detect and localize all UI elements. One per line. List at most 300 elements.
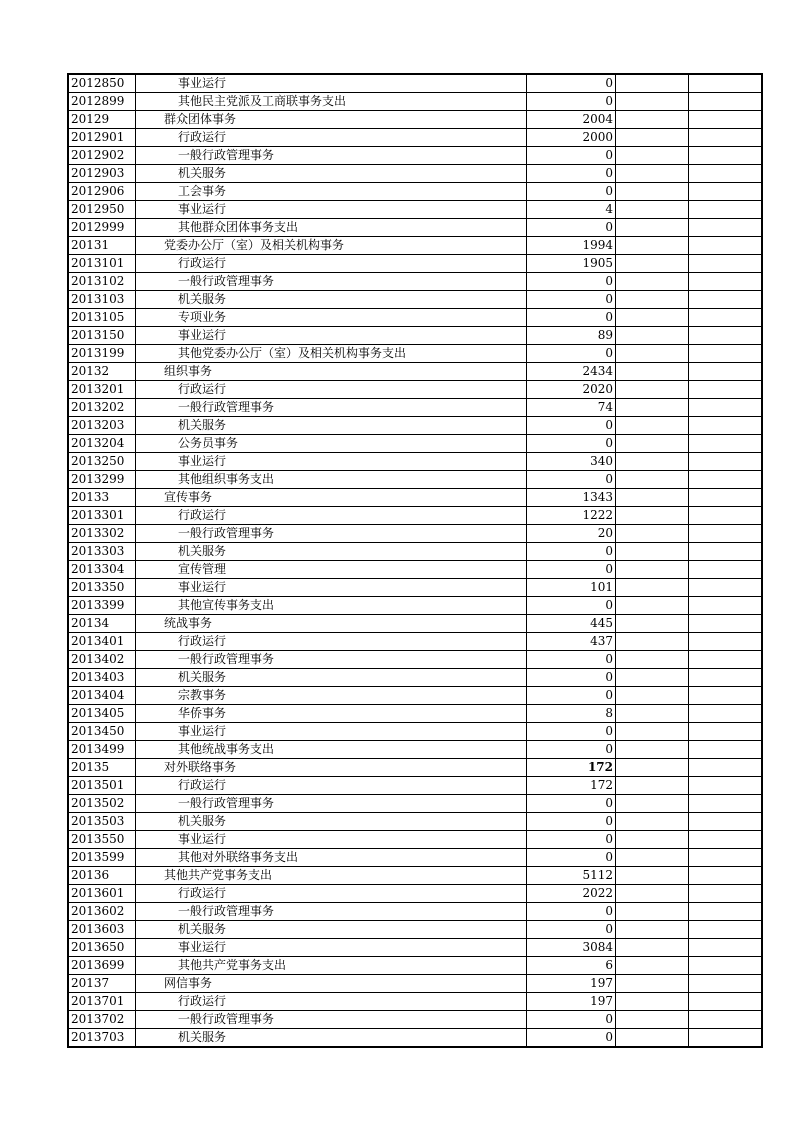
- empty-cell: [689, 975, 763, 993]
- table-row: [68, 849, 762, 867]
- empty-cell: [689, 435, 763, 453]
- empty-cell: [616, 597, 689, 615]
- account-name-cell: 一般行政管理事务: [136, 1011, 527, 1029]
- table-row: [68, 759, 762, 777]
- empty-cell: [689, 399, 763, 417]
- empty-cell: [689, 345, 763, 363]
- account-code-cell: 2013699: [68, 957, 136, 975]
- empty-cell: [689, 579, 763, 597]
- amount-cell: 5112: [527, 867, 616, 885]
- amount-cell: 8: [527, 705, 616, 723]
- table-row: [68, 399, 762, 417]
- empty-cell: [616, 471, 689, 489]
- amount-cell: 101: [527, 579, 616, 597]
- account-code-cell: 2012999: [68, 219, 136, 237]
- account-code-cell: 2013501: [68, 777, 136, 795]
- empty-cell: [616, 273, 689, 291]
- empty-cell: [616, 651, 689, 669]
- account-code-cell: 2013101: [68, 255, 136, 273]
- empty-cell: [616, 93, 689, 111]
- account-name-cell: 事业运行: [136, 579, 527, 597]
- account-name-cell: 其他统战事务支出: [136, 741, 527, 759]
- account-code-cell: 2013603: [68, 921, 136, 939]
- amount-cell: 6: [527, 957, 616, 975]
- empty-cell: [616, 849, 689, 867]
- empty-cell: [689, 957, 763, 975]
- account-name-cell: 其他共产党事务支出: [136, 957, 527, 975]
- amount-cell: 1994: [527, 237, 616, 255]
- account-code-cell: 2013404: [68, 687, 136, 705]
- account-name-cell: 对外联络事务: [136, 759, 527, 777]
- account-name-cell: 其他组织事务支出: [136, 471, 527, 489]
- account-name-cell: 一般行政管理事务: [136, 525, 527, 543]
- table-row: [68, 237, 762, 255]
- amount-cell: 0: [527, 309, 616, 327]
- amount-cell: 172: [527, 777, 616, 795]
- table-row: [68, 957, 762, 975]
- account-code-cell: 2013550: [68, 831, 136, 849]
- empty-cell: [616, 633, 689, 651]
- amount-cell: 0: [527, 219, 616, 237]
- account-name-cell: 公务员事务: [136, 435, 527, 453]
- account-code-cell: 2012901: [68, 129, 136, 147]
- table-row: [68, 651, 762, 669]
- empty-cell: [689, 291, 763, 309]
- amount-cell: 0: [527, 1011, 616, 1029]
- table-row: [68, 723, 762, 741]
- account-name-cell: 机关服务: [136, 291, 527, 309]
- account-name-cell: 事业运行: [136, 201, 527, 219]
- account-code-cell: 20136: [68, 867, 136, 885]
- account-name-cell: 一般行政管理事务: [136, 651, 527, 669]
- table-row: [68, 417, 762, 435]
- empty-cell: [689, 93, 763, 111]
- table-row: [68, 1029, 762, 1048]
- empty-cell: [616, 453, 689, 471]
- amount-cell: 0: [527, 165, 616, 183]
- empty-cell: [689, 633, 763, 651]
- account-name-cell: 机关服务: [136, 813, 527, 831]
- empty-cell: [616, 183, 689, 201]
- table-row: [68, 777, 762, 795]
- account-code-cell: 2012850: [68, 74, 136, 93]
- amount-cell: 437: [527, 633, 616, 651]
- empty-cell: [689, 129, 763, 147]
- account-code-cell: 2013299: [68, 471, 136, 489]
- account-code-cell: 2013502: [68, 795, 136, 813]
- amount-cell: 0: [527, 291, 616, 309]
- empty-cell: [616, 165, 689, 183]
- table-row: [68, 309, 762, 327]
- amount-cell: 0: [527, 273, 616, 291]
- amount-cell: 0: [527, 813, 616, 831]
- table-row: [68, 165, 762, 183]
- account-name-cell: 行政运行: [136, 381, 527, 399]
- account-name-cell: 宣传事务: [136, 489, 527, 507]
- account-name-cell: 行政运行: [136, 993, 527, 1011]
- amount-cell: 0: [527, 741, 616, 759]
- account-name-cell: 一般行政管理事务: [136, 795, 527, 813]
- amount-cell: 172: [527, 759, 616, 777]
- account-code-cell: 20133: [68, 489, 136, 507]
- account-name-cell: 统战事务: [136, 615, 527, 633]
- account-code-cell: 20131: [68, 237, 136, 255]
- account-code-cell: 2013703: [68, 1029, 136, 1048]
- empty-cell: [689, 849, 763, 867]
- amount-cell: 2434: [527, 363, 616, 381]
- table-row: [68, 597, 762, 615]
- empty-cell: [689, 219, 763, 237]
- empty-cell: [616, 129, 689, 147]
- account-name-cell: 华侨事务: [136, 705, 527, 723]
- table-row: [68, 543, 762, 561]
- account-name-cell: 一般行政管理事务: [136, 903, 527, 921]
- empty-cell: [616, 687, 689, 705]
- amount-cell: 197: [527, 975, 616, 993]
- empty-cell: [616, 669, 689, 687]
- account-code-cell: 2013701: [68, 993, 136, 1011]
- empty-cell: [689, 651, 763, 669]
- table-row: [68, 345, 762, 363]
- account-name-cell: 宗教事务: [136, 687, 527, 705]
- empty-cell: [616, 309, 689, 327]
- table-row: [68, 111, 762, 129]
- amount-cell: 445: [527, 615, 616, 633]
- empty-cell: [689, 993, 763, 1011]
- account-name-cell: 其他宣传事务支出: [136, 597, 527, 615]
- account-code-cell: 2013601: [68, 885, 136, 903]
- account-code-cell: 2012906: [68, 183, 136, 201]
- table-row: [68, 129, 762, 147]
- table-row: [68, 633, 762, 651]
- account-name-cell: 事业运行: [136, 327, 527, 345]
- account-code-cell: 2013450: [68, 723, 136, 741]
- account-name-cell: 群众团体事务: [136, 111, 527, 129]
- account-code-cell: 2013202: [68, 399, 136, 417]
- account-code-cell: 2013350: [68, 579, 136, 597]
- amount-cell: 2022: [527, 885, 616, 903]
- account-code-cell: 2013105: [68, 309, 136, 327]
- account-code-cell: 2012903: [68, 165, 136, 183]
- account-name-cell: 工会事务: [136, 183, 527, 201]
- empty-cell: [689, 489, 763, 507]
- account-code-cell: 2013303: [68, 543, 136, 561]
- table-row: [68, 921, 762, 939]
- amount-cell: 0: [527, 687, 616, 705]
- empty-cell: [689, 741, 763, 759]
- amount-cell: 0: [527, 723, 616, 741]
- empty-cell: [689, 74, 763, 93]
- empty-cell: [689, 255, 763, 273]
- amount-cell: 0: [527, 93, 616, 111]
- empty-cell: [689, 561, 763, 579]
- account-name-cell: 其他对外联络事务支出: [136, 849, 527, 867]
- empty-cell: [616, 507, 689, 525]
- account-name-cell: 事业运行: [136, 74, 527, 93]
- empty-cell: [616, 201, 689, 219]
- empty-cell: [616, 237, 689, 255]
- empty-cell: [689, 597, 763, 615]
- account-code-cell: 2013402: [68, 651, 136, 669]
- amount-cell: 340: [527, 453, 616, 471]
- amount-cell: 4: [527, 201, 616, 219]
- account-code-cell: 20132: [68, 363, 136, 381]
- table-row: [68, 147, 762, 165]
- empty-cell: [689, 165, 763, 183]
- empty-cell: [689, 705, 763, 723]
- table-row: [68, 435, 762, 453]
- budget-table: [67, 73, 763, 1048]
- account-name-cell: 一般行政管理事务: [136, 399, 527, 417]
- account-name-cell: 事业运行: [136, 453, 527, 471]
- empty-cell: [616, 831, 689, 849]
- account-name-cell: 事业运行: [136, 831, 527, 849]
- table-row: [68, 561, 762, 579]
- account-code-cell: 20137: [68, 975, 136, 993]
- account-name-cell: 机关服务: [136, 543, 527, 561]
- amount-cell: 0: [527, 345, 616, 363]
- empty-cell: [689, 1011, 763, 1029]
- empty-cell: [689, 273, 763, 291]
- amount-cell: 0: [527, 147, 616, 165]
- empty-cell: [689, 939, 763, 957]
- empty-cell: [616, 903, 689, 921]
- table-row: [68, 903, 762, 921]
- account-name-cell: 机关服务: [136, 165, 527, 183]
- empty-cell: [616, 291, 689, 309]
- account-name-cell: 行政运行: [136, 129, 527, 147]
- empty-cell: [616, 705, 689, 723]
- account-code-cell: 2012899: [68, 93, 136, 111]
- table-row: [68, 669, 762, 687]
- account-code-cell: 20129: [68, 111, 136, 129]
- empty-cell: [616, 741, 689, 759]
- empty-cell: [689, 777, 763, 795]
- empty-cell: [616, 867, 689, 885]
- account-code-cell: 2013250: [68, 453, 136, 471]
- amount-cell: 0: [527, 183, 616, 201]
- amount-cell: 89: [527, 327, 616, 345]
- amount-cell: 0: [527, 1029, 616, 1048]
- account-code-cell: 2013204: [68, 435, 136, 453]
- empty-cell: [616, 615, 689, 633]
- account-name-cell: 党委办公厅（室）及相关机构事务: [136, 237, 527, 255]
- table-row: [68, 183, 762, 201]
- empty-cell: [689, 309, 763, 327]
- account-name-cell: 事业运行: [136, 723, 527, 741]
- table-row: [68, 813, 762, 831]
- empty-cell: [689, 237, 763, 255]
- empty-cell: [689, 615, 763, 633]
- empty-cell: [689, 867, 763, 885]
- empty-cell: [689, 201, 763, 219]
- empty-cell: [689, 453, 763, 471]
- table-row: [68, 363, 762, 381]
- empty-cell: [689, 1029, 763, 1048]
- table-row: [68, 687, 762, 705]
- table-body: [68, 74, 762, 1047]
- empty-cell: [616, 489, 689, 507]
- account-name-cell: 专项业务: [136, 309, 527, 327]
- amount-cell: 2020: [527, 381, 616, 399]
- table-row: [68, 975, 762, 993]
- empty-cell: [616, 813, 689, 831]
- empty-cell: [616, 759, 689, 777]
- table-row: [68, 219, 762, 237]
- amount-cell: 0: [527, 903, 616, 921]
- account-name-cell: 其他群众团体事务支出: [136, 219, 527, 237]
- table-row: [68, 705, 762, 723]
- amount-cell: 0: [527, 795, 616, 813]
- account-code-cell: 20135: [68, 759, 136, 777]
- account-code-cell: 2013401: [68, 633, 136, 651]
- account-name-cell: 机关服务: [136, 669, 527, 687]
- empty-cell: [689, 363, 763, 381]
- table-row: [68, 939, 762, 957]
- empty-cell: [616, 795, 689, 813]
- empty-cell: [689, 543, 763, 561]
- empty-cell: [616, 543, 689, 561]
- empty-cell: [689, 111, 763, 129]
- empty-cell: [616, 939, 689, 957]
- account-name-cell: 网信事务: [136, 975, 527, 993]
- table-row: [68, 201, 762, 219]
- account-code-cell: 2013599: [68, 849, 136, 867]
- account-code-cell: 2012902: [68, 147, 136, 165]
- account-name-cell: 机关服务: [136, 1029, 527, 1048]
- account-code-cell: 2013304: [68, 561, 136, 579]
- table-row: [68, 273, 762, 291]
- account-name-cell: 其他民主党派及工商联事务支出: [136, 93, 527, 111]
- account-code-cell: 2013405: [68, 705, 136, 723]
- table-row: [68, 471, 762, 489]
- amount-cell: 0: [527, 417, 616, 435]
- empty-cell: [616, 111, 689, 129]
- amount-cell: 0: [527, 435, 616, 453]
- amount-cell: 0: [527, 597, 616, 615]
- account-code-cell: 2013103: [68, 291, 136, 309]
- account-code-cell: 20134: [68, 615, 136, 633]
- empty-cell: [616, 525, 689, 543]
- account-name-cell: 组织事务: [136, 363, 527, 381]
- empty-cell: [689, 471, 763, 489]
- empty-cell: [689, 417, 763, 435]
- empty-cell: [689, 885, 763, 903]
- account-name-cell: 一般行政管理事务: [136, 273, 527, 291]
- table-row: [68, 885, 762, 903]
- empty-cell: [616, 219, 689, 237]
- amount-cell: 0: [527, 561, 616, 579]
- empty-cell: [616, 885, 689, 903]
- empty-cell: [616, 993, 689, 1011]
- empty-cell: [689, 795, 763, 813]
- table-row: [68, 381, 762, 399]
- empty-cell: [689, 327, 763, 345]
- empty-cell: [616, 255, 689, 273]
- account-code-cell: 2013399: [68, 597, 136, 615]
- empty-cell: [616, 1029, 689, 1048]
- empty-cell: [689, 183, 763, 201]
- amount-cell: 0: [527, 471, 616, 489]
- empty-cell: [689, 813, 763, 831]
- account-name-cell: 行政运行: [136, 777, 527, 795]
- account-code-cell: 2013702: [68, 1011, 136, 1029]
- table-row: [68, 741, 762, 759]
- table-row: [68, 831, 762, 849]
- account-name-cell: 行政运行: [136, 633, 527, 651]
- amount-cell: 2004: [527, 111, 616, 129]
- empty-cell: [689, 525, 763, 543]
- empty-cell: [689, 147, 763, 165]
- account-name-cell: 一般行政管理事务: [136, 147, 527, 165]
- amount-cell: 2000: [527, 129, 616, 147]
- table-row: [68, 489, 762, 507]
- amount-cell: 74: [527, 399, 616, 417]
- empty-cell: [689, 831, 763, 849]
- table-row: [68, 579, 762, 597]
- empty-cell: [689, 921, 763, 939]
- empty-cell: [616, 417, 689, 435]
- table-row: [68, 1011, 762, 1029]
- empty-cell: [616, 957, 689, 975]
- account-code-cell: 2013150: [68, 327, 136, 345]
- empty-cell: [616, 579, 689, 597]
- amount-cell: 0: [527, 651, 616, 669]
- account-code-cell: 2013503: [68, 813, 136, 831]
- account-name-cell: 其他党委办公厅（室）及相关机构事务支出: [136, 345, 527, 363]
- amount-cell: 0: [527, 543, 616, 561]
- empty-cell: [616, 921, 689, 939]
- table-row: [68, 93, 762, 111]
- table-row: [68, 867, 762, 885]
- amount-cell: 0: [527, 831, 616, 849]
- empty-cell: [689, 759, 763, 777]
- amount-cell: 0: [527, 849, 616, 867]
- empty-cell: [616, 74, 689, 93]
- empty-cell: [689, 723, 763, 741]
- empty-cell: [616, 327, 689, 345]
- table-row: [68, 291, 762, 309]
- account-code-cell: 2013199: [68, 345, 136, 363]
- table-row: [68, 255, 762, 273]
- account-name-cell: 机关服务: [136, 921, 527, 939]
- amount-cell: 0: [527, 669, 616, 687]
- account-name-cell: 行政运行: [136, 885, 527, 903]
- empty-cell: [689, 507, 763, 525]
- account-code-cell: 2013203: [68, 417, 136, 435]
- empty-cell: [616, 381, 689, 399]
- amount-cell: 197: [527, 993, 616, 1011]
- table-row: [68, 525, 762, 543]
- account-name-cell: 事业运行: [136, 939, 527, 957]
- amount-cell: 3084: [527, 939, 616, 957]
- empty-cell: [616, 147, 689, 165]
- table-row: [68, 74, 762, 93]
- empty-cell: [616, 363, 689, 381]
- empty-cell: [689, 687, 763, 705]
- amount-cell: 1905: [527, 255, 616, 273]
- empty-cell: [616, 1011, 689, 1029]
- empty-cell: [616, 435, 689, 453]
- amount-cell: 1343: [527, 489, 616, 507]
- account-name-cell: 宣传管理: [136, 561, 527, 579]
- table-row: [68, 615, 762, 633]
- account-name-cell: 行政运行: [136, 507, 527, 525]
- account-code-cell: 2013403: [68, 669, 136, 687]
- amount-cell: 0: [527, 74, 616, 93]
- account-code-cell: 2013302: [68, 525, 136, 543]
- amount-cell: 0: [527, 921, 616, 939]
